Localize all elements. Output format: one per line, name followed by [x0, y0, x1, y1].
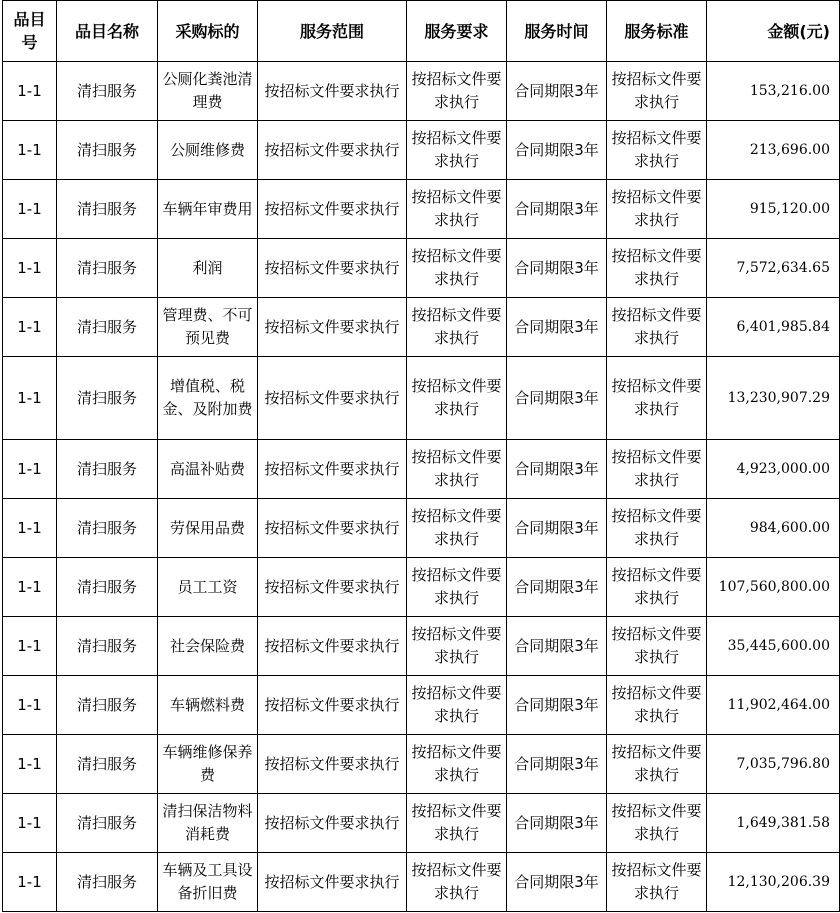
cell-seq: 1-1: [3, 735, 57, 794]
cell-requirement: 按招标文件要求执行: [407, 794, 507, 853]
cell-target: 车辆燃料费: [158, 676, 258, 735]
cell-item-name: 清扫服务: [57, 558, 158, 617]
cell-amount: 7,572,634.65: [707, 239, 840, 298]
cell-time: 合同期限3年: [507, 180, 607, 239]
cell-standard: 按招标文件要求执行: [607, 735, 707, 794]
table-row: [3, 239, 840, 298]
header-standard: 服务标准: [607, 1, 707, 62]
cell-seq: 1-1: [3, 617, 57, 676]
cell-target: 员工工资: [158, 558, 258, 617]
cell-scope: 按招标文件要求执行: [258, 298, 407, 357]
cell-amount: 213,696.00: [707, 121, 840, 180]
cell-scope: 按招标文件要求执行: [258, 794, 407, 853]
cell-time: 合同期限3年: [507, 617, 607, 676]
cell-item-name: 清扫服务: [57, 735, 158, 794]
cell-seq: 1-1: [3, 499, 57, 558]
cell-scope: 按招标文件要求执行: [258, 180, 407, 239]
cell-seq: 1-1: [3, 440, 57, 499]
cell-time: 合同期限3年: [507, 794, 607, 853]
cell-target: 公厕维修费: [158, 121, 258, 180]
table-row: [3, 121, 840, 180]
header-seq: 品目号: [3, 1, 57, 62]
cell-item-name: 清扫服务: [57, 853, 158, 912]
cell-item-name: 清扫服务: [57, 180, 158, 239]
cell-scope: 按招标文件要求执行: [258, 853, 407, 912]
cell-standard: 按招标文件要求执行: [607, 676, 707, 735]
header-requirement: 服务要求: [407, 1, 507, 62]
cell-target: 清扫保洁物料消耗费: [158, 794, 258, 853]
cell-item-name: 清扫服务: [57, 440, 158, 499]
cell-item-name: 清扫服务: [57, 62, 158, 121]
cell-item-name: 清扫服务: [57, 239, 158, 298]
table-row: [3, 617, 840, 676]
cell-standard: 按招标文件要求执行: [607, 298, 707, 357]
header-scope: 服务范围: [258, 1, 407, 62]
cell-requirement: 按招标文件要求执行: [407, 853, 507, 912]
header-row: [3, 1, 840, 62]
cell-time: 合同期限3年: [507, 558, 607, 617]
cell-item-name: 清扫服务: [57, 499, 158, 558]
cell-item-name: 清扫服务: [57, 298, 158, 357]
cell-item-name: 清扫服务: [57, 617, 158, 676]
cell-target: 管理费、不可预见费: [158, 298, 258, 357]
cell-requirement: 按招标文件要求执行: [407, 676, 507, 735]
table-row: [3, 180, 840, 239]
cell-standard: 按招标文件要求执行: [607, 558, 707, 617]
cell-requirement: 按招标文件要求执行: [407, 298, 507, 357]
cell-scope: 按招标文件要求执行: [258, 357, 407, 440]
table-row: [3, 558, 840, 617]
cell-requirement: 按招标文件要求执行: [407, 499, 507, 558]
cell-standard: 按招标文件要求执行: [607, 499, 707, 558]
cell-scope: 按招标文件要求执行: [258, 440, 407, 499]
cell-time: 合同期限3年: [507, 62, 607, 121]
cell-standard: 按招标文件要求执行: [607, 357, 707, 440]
cell-seq: 1-1: [3, 558, 57, 617]
table-row: [3, 62, 840, 121]
cell-amount: 984,600.00: [707, 499, 840, 558]
cell-requirement: 按招标文件要求执行: [407, 735, 507, 794]
cell-scope: 按招标文件要求执行: [258, 121, 407, 180]
header-amount: 金额(元): [707, 1, 840, 62]
cell-amount: 915,120.00: [707, 180, 840, 239]
cell-seq: 1-1: [3, 62, 57, 121]
cell-standard: 按招标文件要求执行: [607, 121, 707, 180]
cell-amount: 4,923,000.00: [707, 440, 840, 499]
cell-scope: 按招标文件要求执行: [258, 239, 407, 298]
cell-amount: 1,649,381.58: [707, 794, 840, 853]
cell-seq: 1-1: [3, 357, 57, 440]
cell-target: 公厕化粪池清理费: [158, 62, 258, 121]
cell-seq: 1-1: [3, 180, 57, 239]
cell-requirement: 按招标文件要求执行: [407, 357, 507, 440]
cell-scope: 按招标文件要求执行: [258, 558, 407, 617]
cell-standard: 按招标文件要求执行: [607, 617, 707, 676]
cell-seq: 1-1: [3, 794, 57, 853]
cell-seq: 1-1: [3, 676, 57, 735]
cell-time: 合同期限3年: [507, 239, 607, 298]
cell-target: 车辆及工具设备折旧费: [158, 853, 258, 912]
cell-time: 合同期限3年: [507, 121, 607, 180]
cell-scope: 按招标文件要求执行: [258, 617, 407, 676]
cell-amount: 12,130,206.39: [707, 853, 840, 912]
cell-amount: 107,560,800.00: [707, 558, 840, 617]
cell-requirement: 按招标文件要求执行: [407, 558, 507, 617]
header-target: 采购标的: [158, 1, 258, 62]
table-row: [3, 853, 840, 912]
cell-time: 合同期限3年: [507, 853, 607, 912]
cell-requirement: 按招标文件要求执行: [407, 617, 507, 676]
cell-requirement: 按招标文件要求执行: [407, 62, 507, 121]
cell-time: 合同期限3年: [507, 440, 607, 499]
cell-requirement: 按招标文件要求执行: [407, 180, 507, 239]
table-row: [3, 298, 840, 357]
cell-target: 劳保用品费: [158, 499, 258, 558]
cell-standard: 按招标文件要求执行: [607, 440, 707, 499]
cell-time: 合同期限3年: [507, 298, 607, 357]
table-row: [3, 440, 840, 499]
cell-item-name: 清扫服务: [57, 121, 158, 180]
cell-seq: 1-1: [3, 239, 57, 298]
cell-amount: 13,230,907.29: [707, 357, 840, 440]
cell-seq: 1-1: [3, 298, 57, 357]
cell-seq: 1-1: [3, 121, 57, 180]
table-row: [3, 676, 840, 735]
cell-scope: 按招标文件要求执行: [258, 499, 407, 558]
cell-target: 车辆维修保养费: [158, 735, 258, 794]
cell-time: 合同期限3年: [507, 499, 607, 558]
header-time: 服务时间: [507, 1, 607, 62]
cell-standard: 按招标文件要求执行: [607, 794, 707, 853]
cell-standard: 按招标文件要求执行: [607, 180, 707, 239]
cell-time: 合同期限3年: [507, 735, 607, 794]
cell-requirement: 按招标文件要求执行: [407, 239, 507, 298]
cell-amount: 11,902,464.00: [707, 676, 840, 735]
cell-requirement: 按招标文件要求执行: [407, 440, 507, 499]
cell-standard: 按招标文件要求执行: [607, 239, 707, 298]
cell-scope: 按招标文件要求执行: [258, 735, 407, 794]
cell-requirement: 按招标文件要求执行: [407, 121, 507, 180]
cell-target: 增值税、税金、及附加费: [158, 357, 258, 440]
procurement-table: [2, 0, 840, 912]
cell-item-name: 清扫服务: [57, 357, 158, 440]
cell-standard: 按招标文件要求执行: [607, 853, 707, 912]
cell-time: 合同期限3年: [507, 676, 607, 735]
cell-target: 高温补贴费: [158, 440, 258, 499]
cell-time: 合同期限3年: [507, 357, 607, 440]
table-row: [3, 357, 840, 440]
table-row: [3, 794, 840, 853]
table-row: [3, 735, 840, 794]
cell-amount: 153,216.00: [707, 62, 840, 121]
cell-amount: 7,035,796.80: [707, 735, 840, 794]
cell-scope: 按招标文件要求执行: [258, 676, 407, 735]
table-row: [3, 499, 840, 558]
cell-item-name: 清扫服务: [57, 794, 158, 853]
cell-amount: 35,445,600.00: [707, 617, 840, 676]
cell-scope: 按招标文件要求执行: [258, 62, 407, 121]
cell-standard: 按招标文件要求执行: [607, 62, 707, 121]
cell-item-name: 清扫服务: [57, 676, 158, 735]
cell-seq: 1-1: [3, 853, 57, 912]
cell-target: 利润: [158, 239, 258, 298]
cell-target: 社会保险费: [158, 617, 258, 676]
cell-target: 车辆年审费用: [158, 180, 258, 239]
cell-amount: 6,401,985.84: [707, 298, 840, 357]
header-item-name: 品目名称: [57, 1, 158, 62]
